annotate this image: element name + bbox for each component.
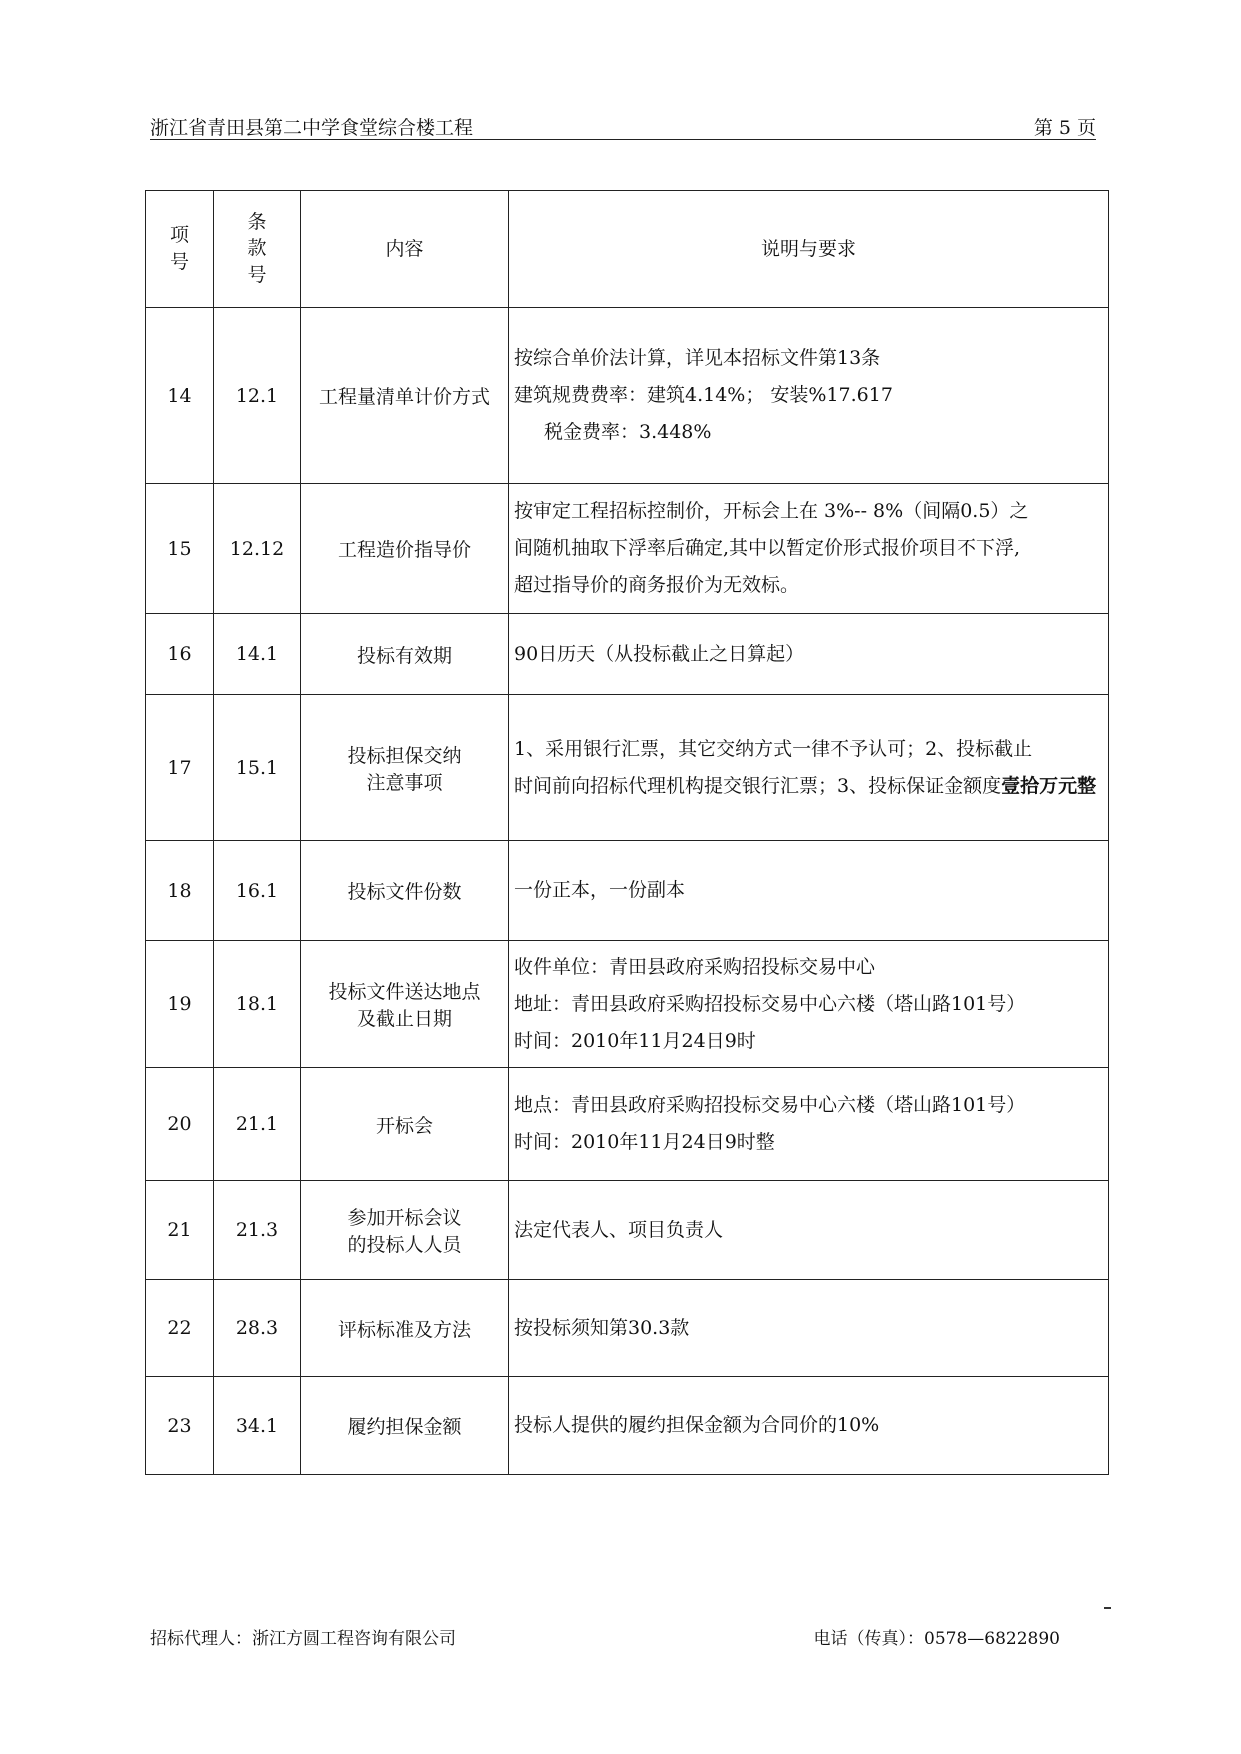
table-row xyxy=(146,695,1109,841)
item-content: 开标会 xyxy=(301,1068,509,1181)
item-content: 投标有效期 xyxy=(301,614,509,695)
item-description: 收件单位：青田县政府采购招投标交易中心 地址：青田县政府采购招投标交易中心六楼（塔山路101号） 时间：2010年11月24日9时 xyxy=(509,941,1109,1068)
clause-no: 18.1 xyxy=(214,941,301,1068)
clause-no: 14.1 xyxy=(214,614,301,695)
document-title: 浙江省青田县第二中学食堂综合楼工程 xyxy=(150,117,474,139)
item-description: 按投标须知第30.3款 xyxy=(509,1280,1109,1377)
item-content: 工程造价指导价 xyxy=(301,484,509,614)
item-no: 18 xyxy=(146,841,214,941)
clause-no: 34.1 xyxy=(214,1377,301,1475)
item-description: 90日历天（从投标截止之日算起） xyxy=(509,614,1109,695)
margin-mark xyxy=(1104,1607,1111,1609)
item-content: 参加开标会议 的投标人人员 xyxy=(301,1181,509,1280)
item-no: 14 xyxy=(146,308,214,484)
item-description: 按综合单价法计算，详见本招标文件第13条 建筑规费费率：建筑4.14%； 安装%17.617 税金费率：3.448% xyxy=(509,308,1109,484)
item-no: 15 xyxy=(146,484,214,614)
item-description: 法定代表人、项目负责人 xyxy=(509,1181,1109,1280)
item-description: 地点：青田县政府采购招投标交易中心六楼（塔山路101号） 时间：2010年11月24日9时整 xyxy=(509,1068,1109,1181)
table-row xyxy=(146,841,1109,941)
item-description: 一份正本，一份副本 xyxy=(509,841,1109,941)
bond-amount: 壹拾万元整 xyxy=(1001,774,1097,797)
table-row xyxy=(146,1068,1109,1181)
clause-no: 28.3 xyxy=(214,1280,301,1377)
item-description: 投标人提供的履约担保金额为合同价的10% xyxy=(509,1377,1109,1475)
item-no: 22 xyxy=(146,1280,214,1377)
item-no: 21 xyxy=(146,1181,214,1280)
bid-data-table xyxy=(145,190,1109,1475)
table-row xyxy=(146,1181,1109,1280)
table-row xyxy=(146,614,1109,695)
table-row xyxy=(146,1377,1109,1475)
table-row xyxy=(146,941,1109,1068)
table-row xyxy=(146,308,1109,484)
item-description: 1、采用银行汇票，其它交纳方式一律不予认可；2、投标截止 时间前向招标代理机构提交银行汇票；3、投标保证金额度壹拾万元整 xyxy=(509,695,1109,841)
header-clause-no: 条款号 xyxy=(214,191,301,308)
item-content: 工程量清单计价方式 xyxy=(301,308,509,484)
item-content: 履约担保金额 xyxy=(301,1377,509,1475)
page-number: 第 5 页 xyxy=(1033,117,1096,139)
table-row xyxy=(146,1280,1109,1377)
item-no: 19 xyxy=(146,941,214,1068)
item-no: 16 xyxy=(146,614,214,695)
item-no: 20 xyxy=(146,1068,214,1181)
clause-no: 21.1 xyxy=(214,1068,301,1181)
item-no: 23 xyxy=(146,1377,214,1475)
clause-no: 16.1 xyxy=(214,841,301,941)
header-description: 说明与要求 xyxy=(509,191,1109,308)
item-no: 17 xyxy=(146,695,214,841)
item-description: 按审定工程招标控制价，开标会上在 3%-- 8%（间隔0.5）之 间随机抽取下浮率后确定,其中以暂定价形式报价项目不下浮, 超过指导价的商务报价为无效标。 xyxy=(509,484,1109,614)
header-item-no: 项号 xyxy=(146,191,214,308)
item-content: 投标文件送达地点 及截止日期 xyxy=(301,941,509,1068)
table-row xyxy=(146,484,1109,614)
table-header-row xyxy=(146,191,1109,308)
page-header xyxy=(150,113,1096,140)
item-content: 投标文件份数 xyxy=(301,841,509,941)
clause-no: 15.1 xyxy=(214,695,301,841)
tender-agent: 招标代理人：浙江方圆工程咨询有限公司 xyxy=(150,1629,456,1649)
clause-no: 12.1 xyxy=(214,308,301,484)
clause-no: 12.12 xyxy=(214,484,301,614)
contact-phone: 电话（传真）：0578—6822890 xyxy=(813,1629,1060,1649)
item-content: 投标担保交纳 注意事项 xyxy=(301,695,509,841)
header-content: 内容 xyxy=(301,191,509,308)
item-content: 评标标准及方法 xyxy=(301,1280,509,1377)
clause-no: 21.3 xyxy=(214,1181,301,1280)
